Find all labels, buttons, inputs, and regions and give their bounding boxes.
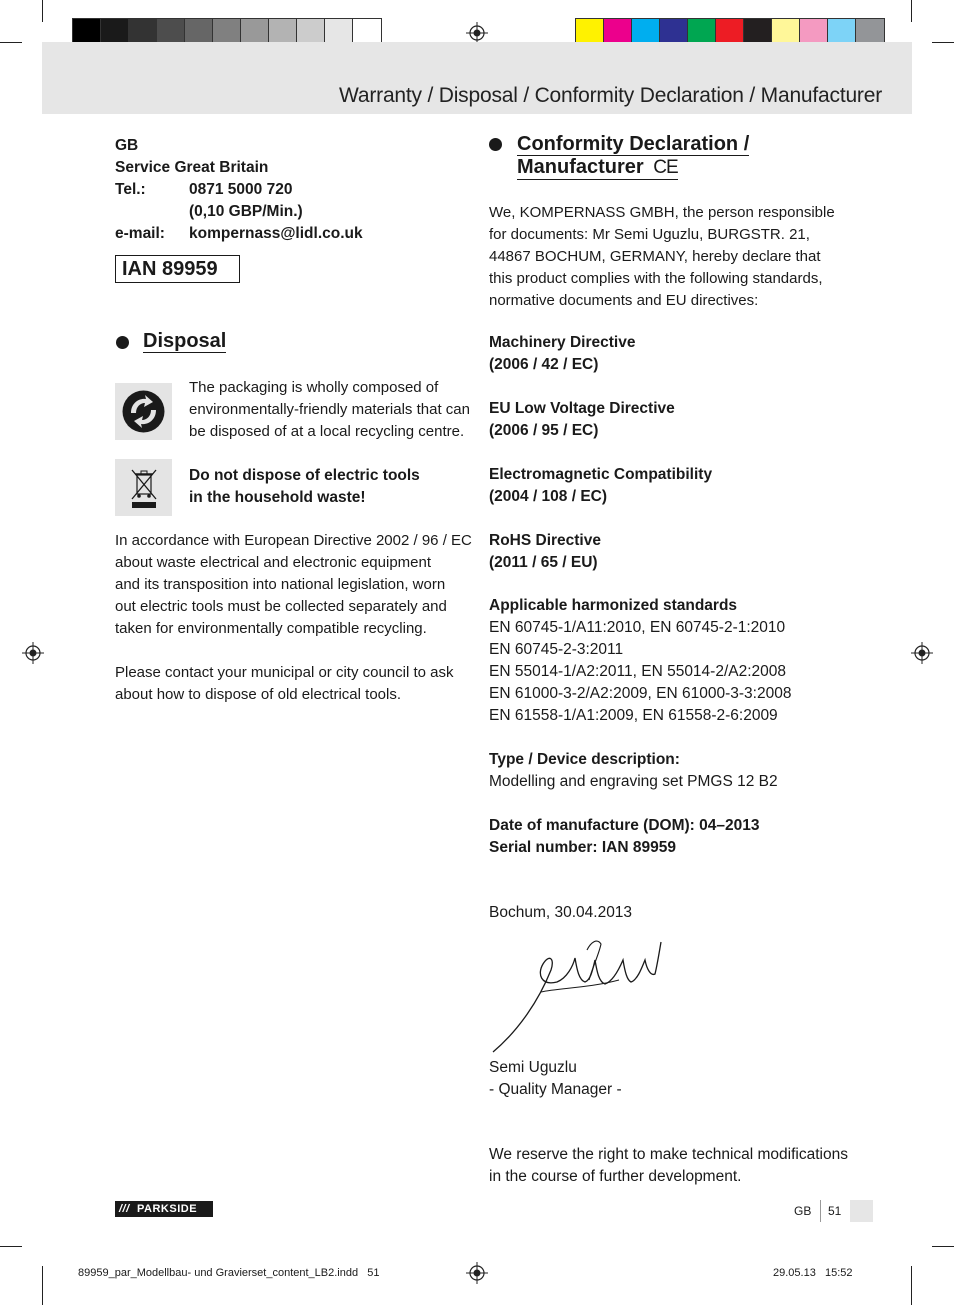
page-title: Warranty / Disposal / Conformity Declaration / Manufacturer xyxy=(339,84,882,107)
dom-block: Date of manufacture (DOM): 04–2013 Serial number: IAN 89959 xyxy=(489,817,760,856)
conformity-heading: Conformity Declaration / Manufacturer CE xyxy=(517,133,750,178)
registration-mark-icon xyxy=(22,642,44,664)
footer-lang: GB xyxy=(794,1204,812,1218)
registration-mark-icon xyxy=(911,642,933,664)
page-tab xyxy=(850,1200,873,1222)
tel-value: 0871 5000 720 xyxy=(189,181,293,198)
crossed-out-bin-icon xyxy=(115,459,172,516)
service-country: GB xyxy=(115,137,139,154)
directive-machinery: Machinery Directive (2006 / 42 / EC) xyxy=(489,334,636,373)
type-block: Type / Device description: Modelling and engraving set PMGS 12 B2 xyxy=(489,751,778,790)
signature xyxy=(489,930,669,1060)
tel-rate: (0,10 GBP/Min.) xyxy=(189,203,303,220)
registration-mark-icon xyxy=(466,22,488,44)
directive-paragraph: In accordance with European Directive 2002 / 96 / EC about waste electrical and electronic equipment and its transposition into national legislation, worn out electric tools must be collected separately and taken for environmentally compatible recycling. xyxy=(115,532,472,637)
directive-rohs: RoHS Directive (2011 / 65 / EU) xyxy=(489,532,601,571)
bullet-icon xyxy=(116,336,129,349)
disposal-warning: Do not dispose of electric tools in the household waste! xyxy=(189,467,420,506)
conformity-intro: We, KOMPERNASS GMBH, the person responsible for documents: Mr Semi Uguzlu, BURGSTR. 21, 44867 BOCHUM, GERMANY, hereby declare that this product complies with the following standards, normative documents and EU directives: xyxy=(489,204,835,309)
registration-mark-icon xyxy=(466,1262,488,1284)
reserve-paragraph: We reserve the right to make technical modifications in the course of further development. xyxy=(489,1146,848,1185)
directive-low-voltage: EU Low Voltage Directive (2006 / 95 / EC) xyxy=(489,400,675,439)
disposal-heading: Disposal xyxy=(143,330,227,352)
footer-divider xyxy=(820,1200,821,1222)
directive-emc: Electromagnetic Compatibility (2004 / 108 / EC) xyxy=(489,466,713,505)
page-number: 51 xyxy=(828,1204,842,1218)
packaging-text: The packaging is wholly composed of environmentally-friendly materials that can be disposed of at a local recycling centre. xyxy=(189,379,470,440)
ian-box: IAN 89959 xyxy=(115,255,240,283)
standards-block: Applicable harmonized standards EN 60745-1/A11:2010, EN 60745-2-1:2010 EN 60745-2-3:2011 EN 55014-1/A2:2011, EN 55014-2/A2:2008 EN 61000-3-2/A2:2009, EN 61000-3-3:2008 EN 61558-1/A1:2009, EN 61558-2-6:2009 xyxy=(489,597,792,724)
ce-mark-icon: CE xyxy=(653,157,678,178)
email-value: kompernass@lidl.co.uk xyxy=(189,225,363,242)
slug-left: 89959_par_Modellbau- und Gravierset_content_LB2.indd 51 xyxy=(78,1267,380,1279)
place-date: Bochum, 30.04.2013 xyxy=(489,904,633,921)
tel-label: Tel.: xyxy=(115,181,146,198)
recycling-arrows-icon xyxy=(115,383,172,440)
contact-paragraph: Please contact your municipal or city council to ask about how to dispose of old electrical tools. xyxy=(115,664,454,703)
brand-logo: /// PARKSIDE xyxy=(115,1201,213,1217)
slug-right: 29.05.13 15:52 xyxy=(773,1267,853,1279)
email-label: e-mail: xyxy=(115,225,165,242)
bullet-icon xyxy=(489,138,502,151)
service-name: Service Great Britain xyxy=(115,159,269,176)
signer-block: Semi Uguzlu - Quality Manager - xyxy=(489,1059,622,1098)
